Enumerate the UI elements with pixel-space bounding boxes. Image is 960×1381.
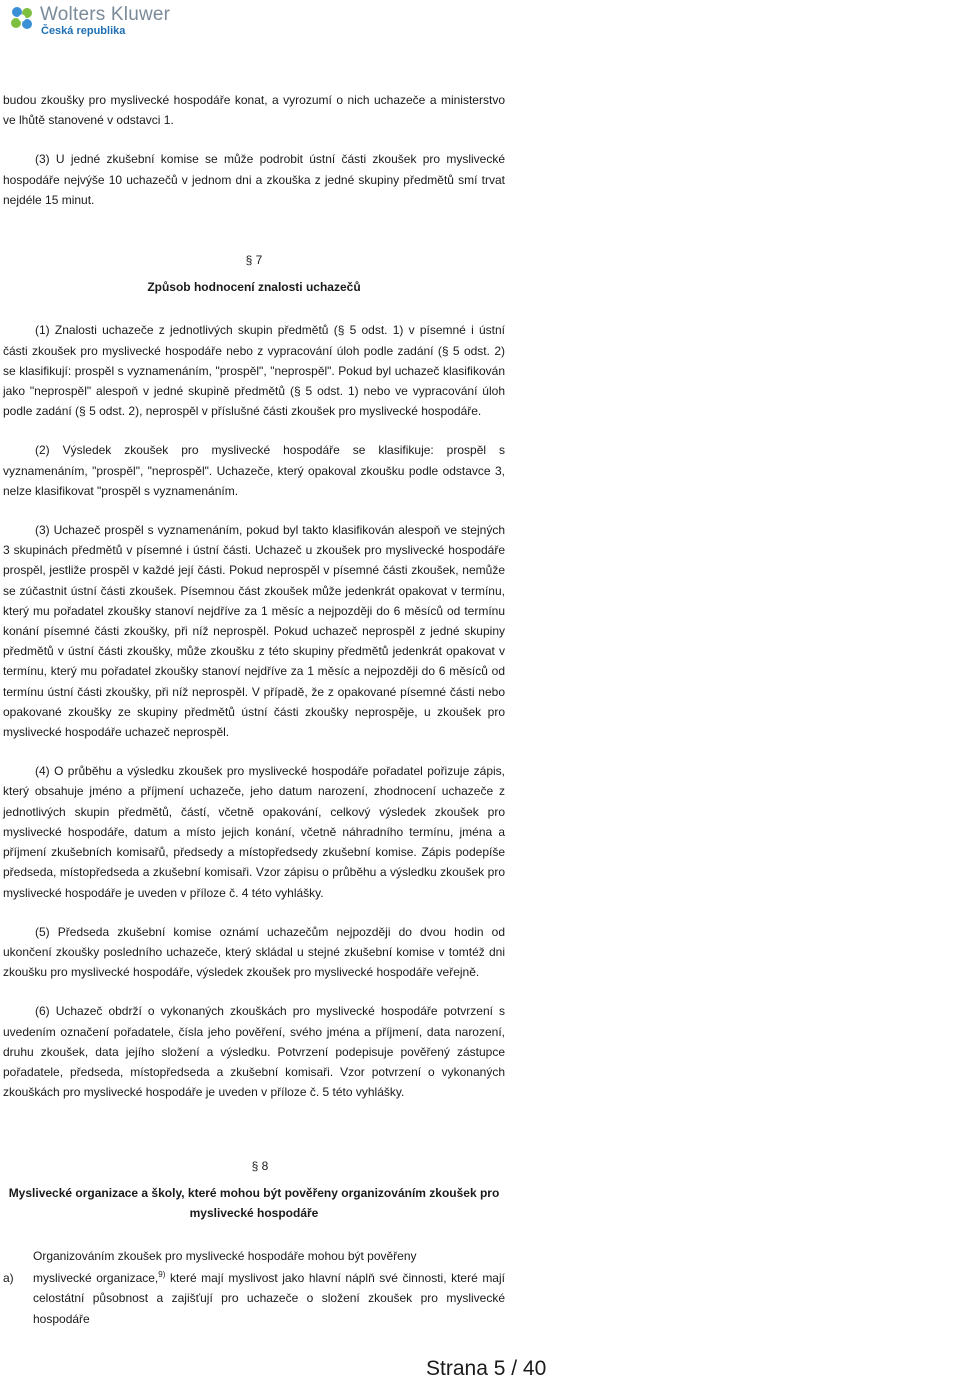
- section-8-intro: Organizováním zkoušek pro myslivecké hospodáře mohou být pověřeny: [33, 1248, 417, 1263]
- section-7-paragraph-5: (5) Předseda zkušební komise oznámí uchazečům nejpozději do dvou hodin od ukončení zkoušky posledního uchazeče, který skládal u stejné zkušební komise v tomtéž dni zkoušku pro myslivecké hospodáře, výsledek zkoušek pro myslivecké hospodáře veřejně.: [3, 924, 505, 980]
- section-symbol: §: [251, 1159, 259, 1174]
- section-number: 8: [261, 1159, 269, 1174]
- wolters-kluwer-mark-icon: [8, 4, 36, 34]
- brand-subtitle: Česká republika: [41, 25, 126, 37]
- section-7-paragraph-3: (3) Uchazeč prospěl s vyznamenáním, pokud byl takto klasifikován alespoň ve stejných 3 skupinách předmětů v písemné i ústní části. Uchazeč u zkoušek pro myslivecké hospodáře prospěl, jestliže prospěl v každé její části. Pokud neprospěl v písemné části zkoušek, nemůže se zúčastnit ústní části zkoušek. Písemnou část zkoušek může jedenkrát opakovat v termínu, který mu pořadatel zkoušky stanoví nejdříve za 1 měsíc a nejpozději do 6 měsíců od termínu konání písemné části zkoušky, při níž neprospěl. Pokud uchazeč neprospěl z jedné skupiny předmětů v ústní části zkoušky, může zkoušku z této skupiny předmětů jedenkrát opakovat v termínu, který mu pořadatel zkoušky stanoví nejdříve za 1 měsíc a nejpozději do 6 měsíců od termínu ústní části zkoušky, při níž neprospěl. V případě, že z opakované písemné části nebo opakované zkoušky ze skupiny předmětů ústní části zkoušky neprospěje, u zkoušek pro myslivecké hospodáře uchazeč neprospěl.: [3, 523, 505, 740]
- footnote-reference[interactable]: 9): [158, 1270, 166, 1280]
- page-number: Strana 5 / 40: [426, 1357, 547, 1380]
- list-item-label: a): [3, 1271, 14, 1286]
- section-7-heading-number: [3, 250, 505, 270]
- section-7-title: Způsob hodnocení znalosti uchazečů: [147, 280, 361, 295]
- section-7-paragraph-2: (2) Výsledek zkoušek pro myslivecké hospodáře se klasifikuje: prospěl s vyznamenáním, "prospěl", "neprospěl". Uchazeče, který opakoval zkoušku podle odstavce 3, nelze klasifikovat "prospěl s vyznamenáním.: [3, 443, 505, 498]
- list-item-text-start: myslivecké organizace,: [33, 1271, 159, 1286]
- list-item-text: [33, 1268, 505, 1329]
- wolters-kluwer-logo: [8, 4, 208, 38]
- section-8-title-line-1: Myslivecké organizace a školy, které mohou být pověřeny organizováním zkoušek pro: [8, 1185, 500, 1200]
- list-item-a: [3, 1268, 505, 1329]
- section-7-paragraph-4: (4) O průběhu a výsledku zkoušek pro myslivecké hospodáře pořadatel pořizuje zápis, který obsahuje jméno a příjmení uchazeče, jeho datum narození, zhodnocení uchazeče z jednotlivých skupin předmětů, částí, včetně opakování, celkový výsledek zkoušek pro myslivecké hospodáře, datum a místo jejich konání, včetně náhradního termínu, jména a příjmení zkušebních komisařů, předsedy a místopředsedy zkušební komise. Zápis podepíše předseda, místopředseda a zkušební komisaři. Vzor zápisu o průběhu a výsledku zkoušek pro myslivecké hospodáře je uveden v příloze č. 4 této vyhlášky.: [3, 764, 505, 900]
- section-8-title: [3, 1183, 505, 1223]
- section-symbol: §: [245, 253, 253, 268]
- section-8-heading-number: [3, 1156, 505, 1176]
- document-body: [3, 90, 505, 1329]
- section-number: 7: [255, 253, 263, 268]
- continuation-paragraph: budou zkoušky pro myslivecké hospodáře konat, a vyrozumí o nich uchazeče a ministerstvo ve lhůtě stanovené v odstavci 1.: [3, 93, 505, 128]
- section-8-title-line-2: myslivecké hospodáře: [189, 1205, 319, 1220]
- list-item-text-rest: které mají myslivost jako hlavní náplň své činnosti, které mají celostátní působnost a zajišťují pro uchazeče o složení zkoušek pro myslivecké hospodáře: [33, 1271, 505, 1326]
- paragraph-3-previous-section: (3) U jedné zkušební komise se může podrobit ústní části zkoušek pro myslivecké hospodáře nejvýše 10 uchazečů v jednom dni a zkouška z jedné skupiny předmětů smí trvat nejdéle 15 minut.: [3, 152, 505, 207]
- brand-name: Wolters Kluwer: [40, 4, 171, 25]
- section-7-paragraph-6: (6) Uchazeč obdrží o vykonaných zkouškách pro myslivecké hospodáře potvrzení s uvedením označení pořadatele, čísla jeho pověření, svého jména a příjmení, data narození, druhu zkoušek, data jejího složení a výsledku. Potvrzení podepisuje pověřený zástupce pořadatele, předseda, místopředseda a zkušební komisaři. Vzor potvrzení o vykonaných zkouškách pro myslivecké hospodáře je uveden v příloze č. 5 této vyhlášky.: [3, 1004, 505, 1100]
- section-7-paragraph-1: (1) Znalosti uchazeče z jednotlivých skupin předmětů (§ 5 odst. 1) v písemné i ústní části zkoušek pro myslivecké hospodáře nebo z vypracování úloh podle zadání (§ 5 odst. 2) se klasifikují: prospěl s vyznamenáním, "prospěl", "neprospěl". Pokud byl uchazeč klasifikován jako "neprospěl" alespoň v jedné skupině předmětů (§ 5 odst. 1) nebo ve vypracování úloh podle zadání (§ 5 odst. 2), neprospěl v příslušné části zkoušek pro myslivecké hospodáře.: [3, 323, 505, 419]
